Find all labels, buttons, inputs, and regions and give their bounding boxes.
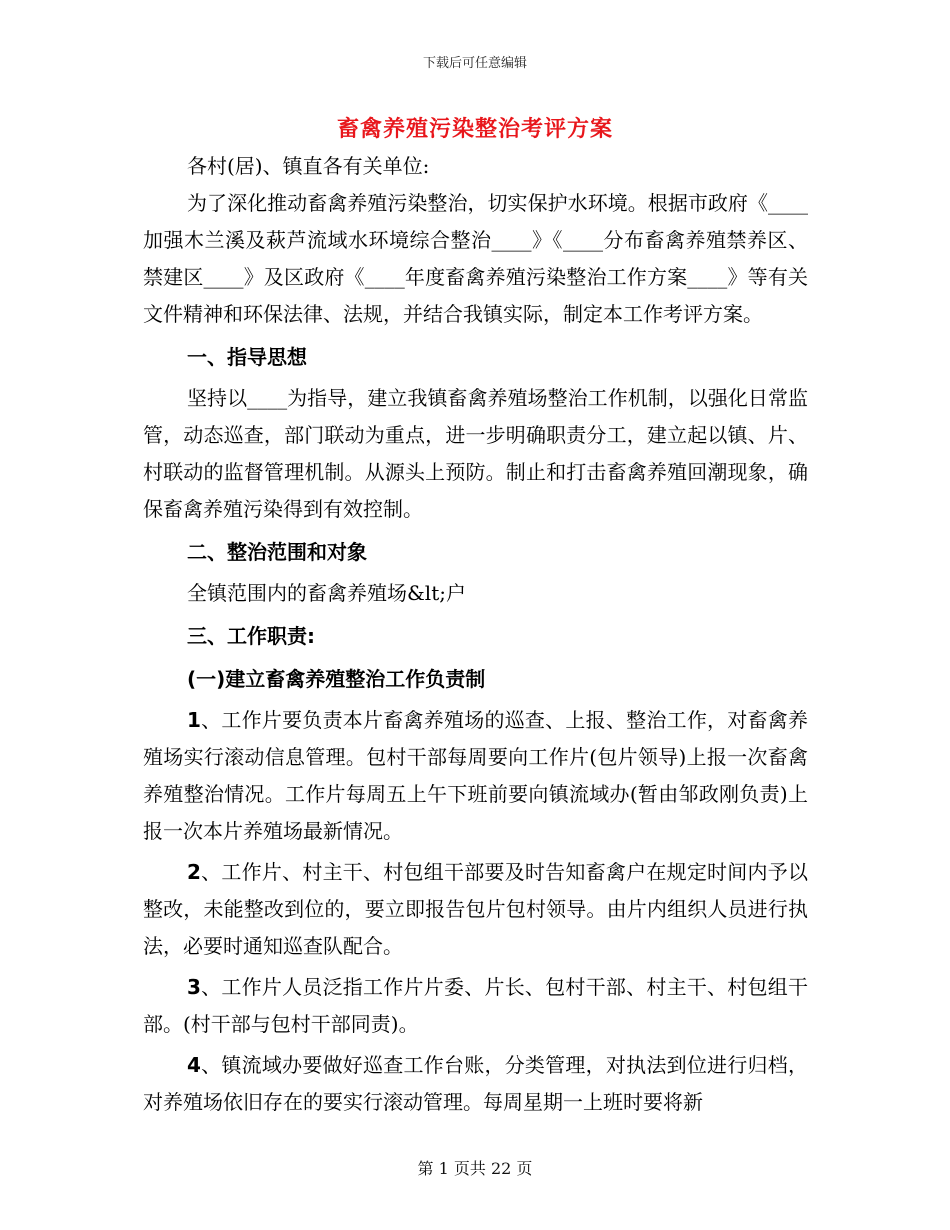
section-2-heading: 二、整治范围和对象 xyxy=(187,540,367,564)
section-1-text: 坚持以____为指导，建立我镇畜禽养殖场整治工作机制，以强化日常监管，动态巡查，部门联动为重点，进一步明确职责分工，建立起以镇、片、村联动的监督管理机制。从源头上预防。制止和打击畜禽养殖回潮现象，确保畜禽养殖污染得到有效控制。 xyxy=(143,386,808,521)
list-item: 4、镇流域办要做好巡查工作台账，分类管理，对执法到位进行归档，对养殖场依旧存在的要实行滚动管理。每周星期一上班时要将新 xyxy=(143,1053,808,1114)
page-header: 下载后可任意编辑 xyxy=(422,56,527,71)
list-item: 3、工作片人员泛指工作片片委、片长、包村干部、村主干、村包组干部。(村干部与包村干部同责)。 xyxy=(143,975,808,1036)
page-footer: 第 1 页共 22 页 xyxy=(417,1159,533,1178)
intro-paragraph: 为了深化推动畜禽养殖污染整治，切实保护水环境。根据市政府《____加强木兰溪及萩芦流域水环境综合整治____》《____分布畜禽养殖禁养区、禁建区____》及区政府《____年度畜禽养殖污染整治工作方案____》等有关文件精神和环保法律、法规，并结合我镇实际，制定本工作考评方案。 xyxy=(143,191,808,326)
document-title: 畜禽养殖污染整治考评方案 xyxy=(336,117,613,142)
section-3-heading: 三、工作职责: xyxy=(187,624,315,648)
subsection-1-heading: (一)建立畜禽养殖整治工作负责制 xyxy=(187,667,486,691)
section-1-heading: 一、指导思想 xyxy=(187,345,307,369)
salutation: 各村(居)、镇直各有关单位: xyxy=(187,154,430,178)
list-item: 2、工作片、村主干、村包组干部要及时告知畜禽户在规定时间内予以整改，未能整改到位的，要立即报告包片包村领导。由片内组织人员进行执法，必要时通知巡查队配合。 xyxy=(143,860,808,958)
list-item: 1、工作片要负责本片畜禽养殖场的巡查、上报、整治工作，对畜禽养殖场实行滚动信息管理。包村干部每周要向工作片(包片领导)上报一次畜禽养殖整治情况。工作片每周五上午下班前要向镇流域办(暂由邹政刚负责)上报一次本片养殖场最新情况。 xyxy=(143,708,808,843)
section-2-text: 全镇范围内的畜禽养殖场&lt;户 xyxy=(187,581,466,605)
document-body xyxy=(143,148,808,1121)
